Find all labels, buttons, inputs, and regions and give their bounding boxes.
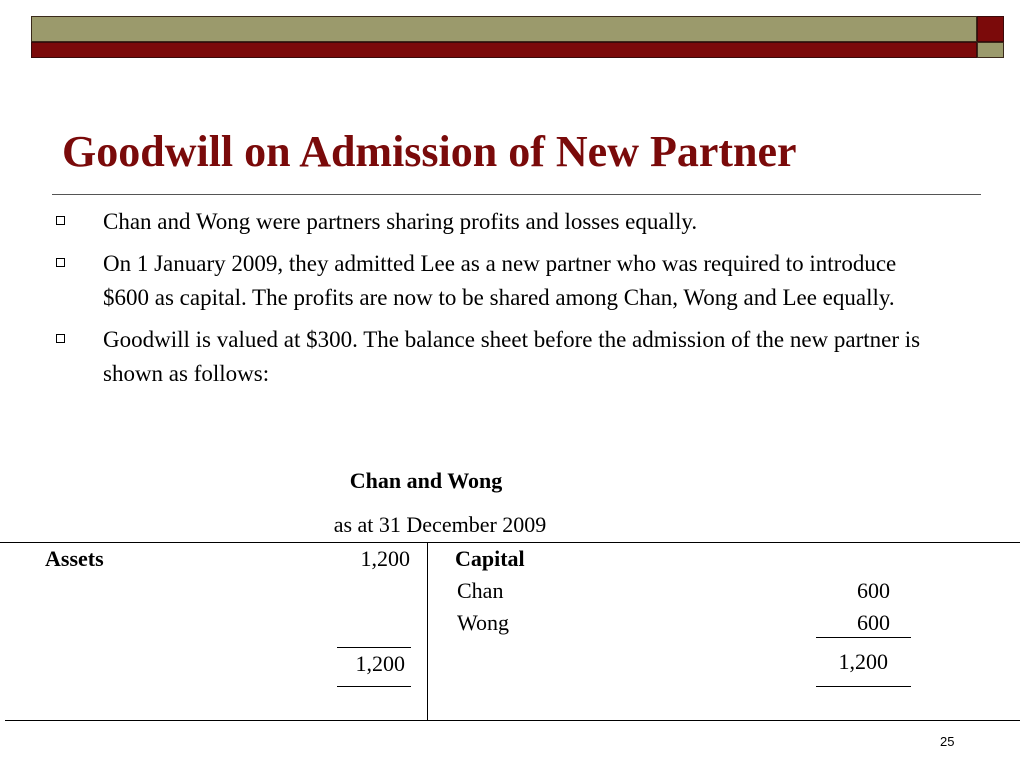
assets-subtotal-rule [337, 647, 411, 648]
capital-row-label: Wong [457, 610, 510, 635]
assets-heading: Assets [45, 546, 104, 571]
bullet-item [56, 247, 956, 315]
bullet-text: Goodwill is valued at $300. The balance sheet before the admission of the new partner is shown as follows: [103, 327, 921, 386]
bullet-square-icon [56, 216, 65, 225]
bullet-square-icon [56, 334, 65, 343]
page-number: 25 [940, 734, 955, 749]
assets-total: 1,200 [355, 651, 405, 676]
table-top-rule [0, 542, 1020, 543]
header-square-olive [977, 42, 1004, 58]
bullet-item [56, 323, 956, 391]
capital-row-amount: 600 [857, 578, 890, 603]
header-band-olive [31, 16, 977, 42]
assets-amount: 1,200 [360, 546, 410, 571]
capital-total: 1,200 [838, 649, 888, 674]
slide-title: Goodwill on Admission of New Partner [62, 127, 797, 176]
title-underline [52, 194, 981, 195]
capital-total-rule [816, 686, 911, 687]
balance-sheet-title: Chan and Wong [349, 468, 503, 493]
capital-row-label: Chan [457, 578, 504, 603]
bullet-list [56, 205, 956, 399]
capital-subtotal-rule [816, 637, 911, 638]
header-band-maroon [31, 42, 977, 58]
balance-sheet-date: as at 31 December 2009 [333, 512, 547, 537]
capital-heading: Capital [455, 546, 525, 571]
bullet-text: On 1 January 2009, they admitted Lee as a new partner who was required to introduce $600 as capital. The profits are now to be shared among Chan, Wong and Lee equally. [103, 251, 897, 310]
capital-row-amount: 600 [857, 610, 890, 635]
table-bottom-rule [5, 720, 1020, 721]
bullet-item [56, 205, 956, 239]
assets-total-rule [337, 686, 411, 687]
bullet-text: Chan and Wong were partners sharing profits and losses equally. [103, 209, 698, 234]
bullet-square-icon [56, 258, 65, 267]
table-center-divider [427, 543, 428, 720]
header-square-maroon [977, 16, 1004, 42]
